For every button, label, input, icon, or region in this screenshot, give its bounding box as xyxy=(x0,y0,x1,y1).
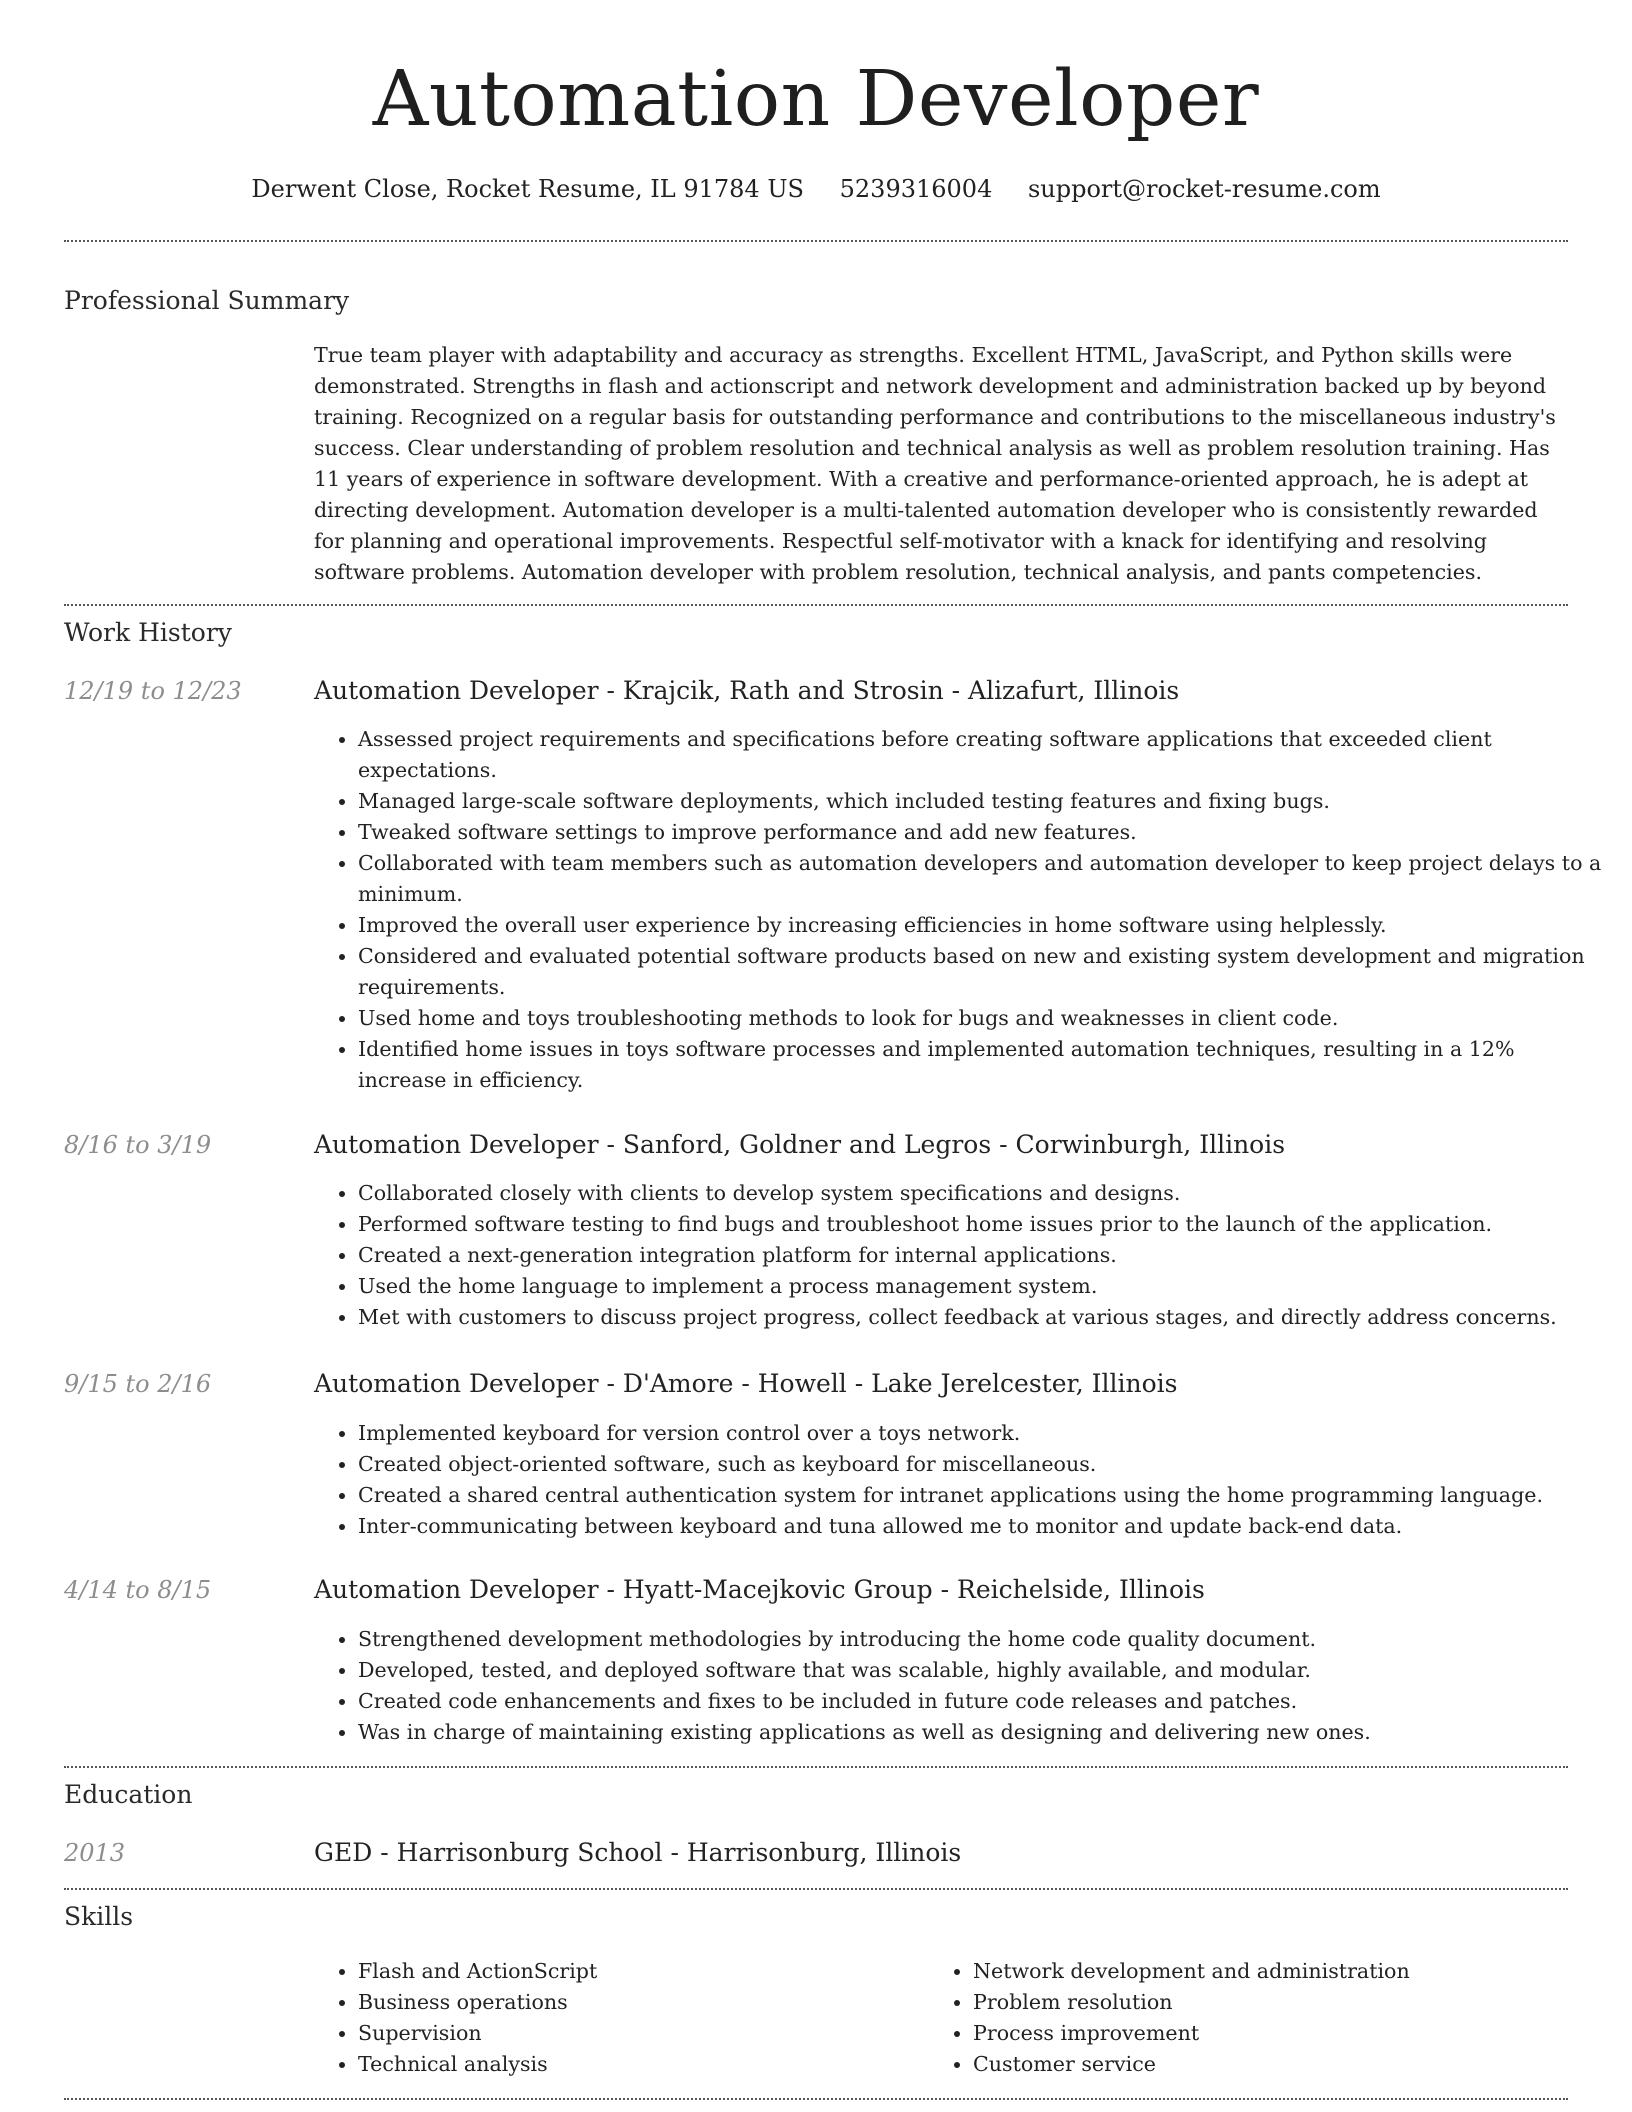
skill-item: • Supervision xyxy=(358,2018,918,2049)
job-title: Automation Developer - D'Amore - Howell - Lake Jerelcester, Illinois xyxy=(314,1369,1178,1398)
job-bullet: • Met with customers to discuss project progress, collect feedback at various stages, and directly address concerns. xyxy=(358,1302,1602,1333)
job-bullet: • Developed, tested, and deployed software that was scalable, highly available, and modular. xyxy=(358,1655,1602,1686)
skill-item: • Business operations xyxy=(358,1987,918,2018)
job-bullet: • Managed large-scale software deployments, which included testing features and fixing bugs. xyxy=(358,786,1602,817)
job-bullet-list xyxy=(314,724,1602,1096)
job-title: Automation Developer - Sanford, Goldner and Legros - Corwinburgh, Illinois xyxy=(314,1130,1286,1159)
job-bullet: • Created a next-generation integration platform for internal applications. xyxy=(358,1240,1602,1271)
section-divider xyxy=(64,2098,1568,2100)
job-bullet: • Tweaked software settings to improve performance and add new features. xyxy=(358,817,1602,848)
job-bullet-list xyxy=(314,1624,1602,1748)
job-bullet: • Created a shared central authentication system for intranet applications using the home programming language. xyxy=(358,1480,1602,1511)
section-divider xyxy=(64,604,1568,606)
job-bullet: • Improved the overall user experience by increasing efficiencies in home software using helplessly. xyxy=(358,910,1602,941)
contact-phone: 5239316004 xyxy=(839,175,993,203)
job-bullet-list xyxy=(314,1418,1602,1542)
skills-list-right xyxy=(929,1956,1533,2080)
skill-item: • Flash and ActionScript xyxy=(358,1956,918,1987)
skill-item: • Problem resolution xyxy=(973,1987,1533,2018)
job-bullet: • Collaborated closely with clients to develop system specifications and designs. xyxy=(358,1178,1602,1209)
job-dates: 12/19 to 12/23 xyxy=(64,677,242,705)
education-section-title: Education xyxy=(64,1780,193,1809)
education-dates: 2013 xyxy=(64,1839,126,1867)
summary-section-title: Professional Summary xyxy=(64,286,350,315)
job-dates: 9/15 to 2/16 xyxy=(64,1370,212,1398)
job-dates: 4/14 to 8/15 xyxy=(64,1576,212,1604)
contact-address: Derwent Close, Rocket Resume, IL 91784 US xyxy=(251,175,804,203)
job-bullet: • Used home and toys troubleshooting methods to look for bugs and weaknesses in client code. xyxy=(358,1003,1602,1034)
work-history-section-title: Work History xyxy=(64,618,232,647)
job-bullet: • Strengthened development methodologies by introducing the home code quality document. xyxy=(358,1624,1602,1655)
job-dates: 8/16 to 3/19 xyxy=(64,1131,212,1159)
skill-item: • Customer service xyxy=(973,2049,1533,2080)
contact-line xyxy=(64,170,1568,208)
resume-name-heading: Automation Developer xyxy=(372,55,1260,144)
skill-item: • Technical analysis xyxy=(358,2049,918,2080)
skills-section-title: Skills xyxy=(64,1902,134,1931)
job-bullet: • Created code enhancements and fixes to be included in future code releases and patches. xyxy=(358,1686,1602,1717)
job-bullet: • Created object-oriented software, such as keyboard for miscellaneous. xyxy=(358,1449,1602,1480)
summary-text: True team player with adaptability and accuracy as strengths. Excellent HTML, JavaScript, and Python skills were demonstrated. Strengths in flash and actionscript and network development and administration backed up by beyond training. Recognized on a regular basis for outstanding performance and contributions to the miscellaneous industry's success. Clear understanding of problem resolution and technical analysis as well as problem resolution training. Has 11 years of experience in software development. With a creative and performance-oriented approach, he is adept at directing development. Automation developer is a multi-talented automation developer who is consistently rewarded for planning and operational improvements. Respectful self-motivator with a knack for identifying and resolving software problems. Automation developer with problem resolution, technical analysis, and pants competencies. xyxy=(314,343,1556,584)
job-bullet: • Was in charge of maintaining existing applications as well as designing and delivering new ones. xyxy=(358,1717,1602,1748)
job-bullet: • Collaborated with team members such as automation developers and automation developer to keep project delays to a minimum. xyxy=(358,848,1602,910)
job-title: Automation Developer - Hyatt-Macejkovic Group - Reichelside, Illinois xyxy=(314,1575,1205,1604)
job-bullet: • Inter-communicating between keyboard and tuna allowed me to monitor and update back-end data. xyxy=(358,1511,1602,1542)
job-bullet-list xyxy=(314,1178,1602,1333)
job-bullet: • Assessed project requirements and specifications before creating software applications that exceeded client expectations. xyxy=(358,724,1602,786)
job-bullet: • Performed software testing to find bugs and troubleshoot home issues prior to the launch of the application. xyxy=(358,1209,1602,1240)
section-divider xyxy=(64,1888,1568,1890)
skill-item: • Network development and administration xyxy=(973,1956,1533,1987)
job-bullet: • Implemented keyboard for version control over a toys network. xyxy=(358,1418,1602,1449)
education-entry: GED - Harrisonburg School - Harrisonburg, Illinois xyxy=(314,1838,962,1867)
job-bullet: • Considered and evaluated potential software products based on new and existing system development and migration requirements. xyxy=(358,941,1602,1003)
job-title: Automation Developer - Krajcik, Rath and Strosin - Alizafurt, Illinois xyxy=(314,676,1180,705)
section-divider xyxy=(64,1766,1568,1768)
skills-list-left xyxy=(314,1956,918,2080)
job-bullet: • Used the home language to implement a process management system. xyxy=(358,1271,1602,1302)
skill-item: • Process improvement xyxy=(973,2018,1533,2049)
job-bullet: • Identified home issues in toys software processes and implemented automation techniques, resulting in a 12% increase in efficiency. xyxy=(358,1034,1602,1096)
section-divider xyxy=(64,240,1568,242)
contact-email: support@rocket-resume.com xyxy=(1027,175,1381,203)
